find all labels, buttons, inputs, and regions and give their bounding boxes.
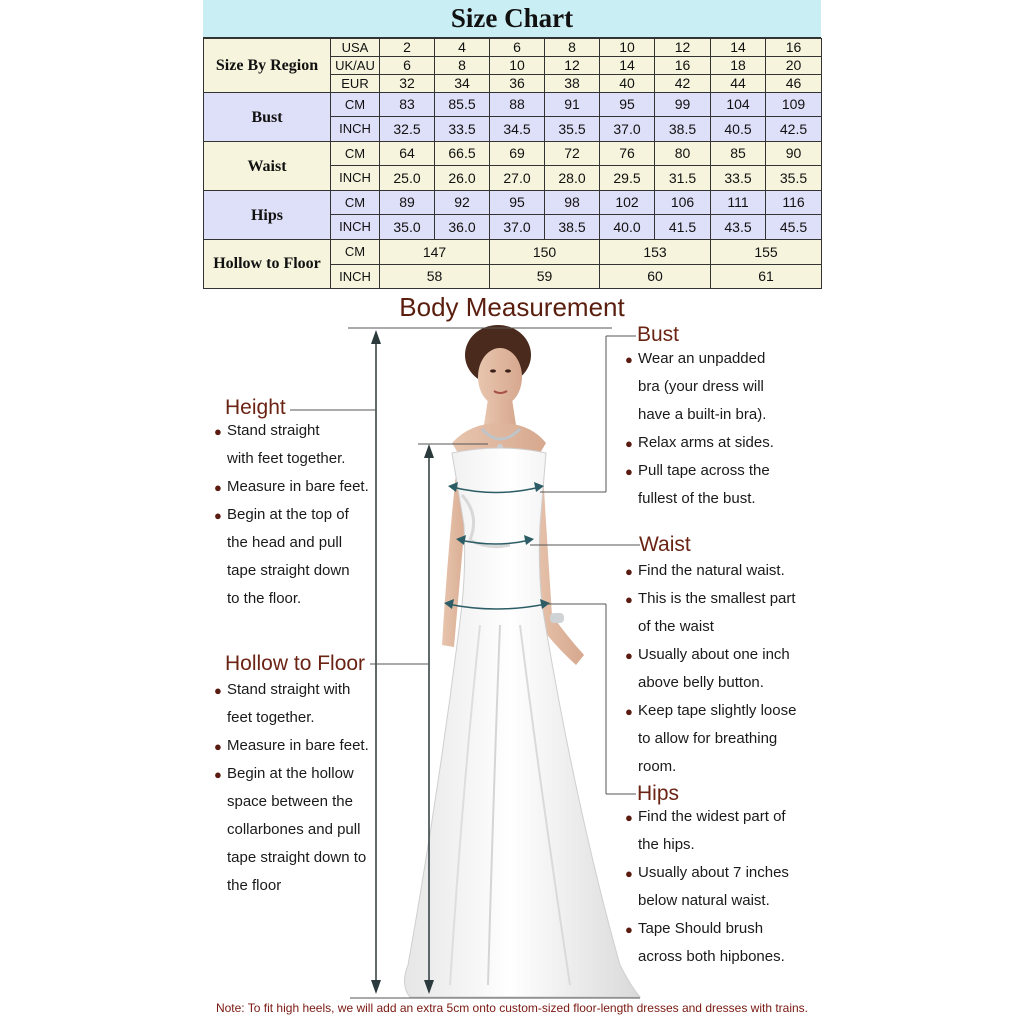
region-eur: EUR: [331, 75, 380, 93]
table-cell: 147: [380, 240, 490, 265]
list-item: [625, 803, 789, 859]
list-text: Relax arms at sides.: [638, 434, 774, 451]
table-row: [204, 240, 822, 265]
table-cell: 28.0: [545, 166, 600, 191]
list-text: with feet together.: [227, 450, 346, 467]
table-cell: 37.0: [600, 117, 655, 142]
list-text: This is the smallest part: [638, 590, 796, 607]
list-text: Measure in bare feet.: [227, 478, 369, 495]
table-cell: 46: [766, 75, 822, 93]
list-text: across both hipbones.: [638, 948, 785, 965]
list-text: Wear an unpadded: [638, 350, 766, 367]
list-text: Measure in bare feet.: [227, 737, 369, 754]
table-cell: 10: [600, 39, 655, 57]
table-cell: 58: [380, 265, 490, 289]
list-text: Begin at the hollow: [227, 765, 354, 782]
table-cell: 95: [600, 93, 655, 117]
table-cell: 42: [655, 75, 711, 93]
table-cell: 26.0: [435, 166, 490, 191]
bullet-icon: ●: [625, 592, 633, 607]
bullet-icon: ●: [625, 648, 633, 663]
list-item: [625, 585, 796, 641]
bullet-icon: ●: [214, 508, 222, 523]
list-item: [625, 859, 789, 915]
table-cell: 92: [435, 191, 490, 215]
height-list: [214, 417, 369, 613]
table-cell: 37.0: [490, 215, 545, 240]
unit-label: INCH: [331, 117, 380, 142]
list-text: feet together.: [227, 709, 315, 726]
table-cell: 83: [380, 93, 435, 117]
table-row: [204, 142, 822, 166]
region-usa: USA: [331, 39, 380, 57]
table-cell: 6: [380, 57, 435, 75]
list-text: collarbones and pull: [227, 821, 361, 838]
bullet-icon: ●: [625, 704, 633, 719]
hips-label: Hips: [204, 191, 331, 240]
table-cell: 18: [711, 57, 766, 75]
table-cell: 36: [490, 75, 545, 93]
bust-label: Bust: [204, 93, 331, 142]
table-cell: 116: [766, 191, 822, 215]
list-text: above belly button.: [638, 674, 764, 691]
table-cell: 90: [766, 142, 822, 166]
table-cell: 6: [490, 39, 545, 57]
table-cell: 35.5: [545, 117, 600, 142]
list-text: to the floor.: [227, 590, 302, 607]
table-cell: 33.5: [435, 117, 490, 142]
table-cell: 104: [711, 93, 766, 117]
list-item: [625, 641, 796, 697]
table-cell: 8: [435, 57, 490, 75]
table-cell: 38.5: [545, 215, 600, 240]
list-text: Pull tape across the: [638, 462, 770, 479]
table-cell: 76: [600, 142, 655, 166]
bullet-icon: ●: [625, 810, 633, 825]
list-text: the hips.: [638, 836, 695, 853]
unit-label: CM: [331, 191, 380, 215]
unit-label: INCH: [331, 215, 380, 240]
table-cell: 95: [490, 191, 545, 215]
table-cell: 85: [711, 142, 766, 166]
table-cell: 106: [655, 191, 711, 215]
table-cell: 16: [766, 39, 822, 57]
footer-note: Note: To fit high heels, we will add an extra 5cm onto custom-sized floor-length dresses and dresses with trains.: [215, 1001, 809, 1015]
list-item: [214, 676, 369, 732]
list-text: room.: [638, 758, 677, 775]
hollow-heading: Hollow to Floor: [225, 652, 366, 675]
bust-list: [625, 345, 774, 513]
list-text: Stand straight: [227, 422, 320, 439]
table-cell: 8: [545, 39, 600, 57]
table-cell: 32: [380, 75, 435, 93]
table-cell: 85.5: [435, 93, 490, 117]
table-cell: 64: [380, 142, 435, 166]
table-cell: 44: [711, 75, 766, 93]
table-cell: 27.0: [490, 166, 545, 191]
table-cell: 32.5: [380, 117, 435, 142]
list-text: Keep tape slightly loose: [638, 702, 797, 719]
list-text: below natural waist.: [638, 892, 770, 909]
waist-label: Waist: [204, 142, 331, 191]
list-text: Usually about one inch: [638, 646, 790, 663]
unit-label: INCH: [331, 166, 380, 191]
waist-list: [625, 557, 796, 781]
unit-label: CM: [331, 240, 380, 265]
table-cell: 72: [545, 142, 600, 166]
table-cell: 40.0: [600, 215, 655, 240]
table-cell: 59: [490, 265, 600, 289]
list-text: the floor: [227, 877, 282, 894]
list-text: tape straight down to: [227, 849, 367, 866]
list-text: have a built-in bra).: [638, 406, 767, 423]
table-cell: 150: [490, 240, 600, 265]
list-item: [625, 557, 796, 585]
table-cell: 36.0: [435, 215, 490, 240]
table-cell: 155: [711, 240, 822, 265]
table-cell: 61: [711, 265, 822, 289]
hips-heading: Hips: [637, 782, 680, 805]
list-item: [625, 345, 774, 429]
list-item: [625, 915, 789, 971]
table-cell: 14: [711, 39, 766, 57]
bullet-icon: ●: [625, 352, 633, 367]
height-heading: Height: [225, 396, 286, 419]
table-row: [204, 93, 822, 117]
list-text: Find the widest part of: [638, 808, 786, 825]
table-row: [204, 191, 822, 215]
body-measurement-title: Body Measurement: [399, 292, 625, 322]
table-cell: 38: [545, 75, 600, 93]
bullet-icon: ●: [214, 767, 222, 782]
table-cell: 34.5: [490, 117, 545, 142]
list-item: [214, 417, 369, 473]
table-cell: 38.5: [655, 117, 711, 142]
table-cell: 91: [545, 93, 600, 117]
size-chart: [203, 0, 821, 289]
bust-heading: Bust: [637, 323, 680, 346]
bullet-icon: ●: [214, 683, 222, 698]
list-text: space between the: [227, 793, 353, 810]
hips-list: [625, 803, 789, 971]
list-text: to allow for breathing: [638, 730, 778, 747]
table-cell: 80: [655, 142, 711, 166]
bullet-icon: ●: [625, 464, 633, 479]
table-cell: 10: [490, 57, 545, 75]
bullet-icon: ●: [625, 866, 633, 881]
list-item: [625, 697, 796, 781]
waist-heading: Waist: [639, 533, 691, 556]
list-item: [214, 501, 369, 613]
bullet-icon: ●: [214, 480, 222, 495]
list-text: Usually about 7 inches: [638, 864, 789, 881]
size-chart-title: Size Chart: [203, 0, 821, 38]
table-cell: 66.5: [435, 142, 490, 166]
list-text: bra (your dress will: [638, 378, 764, 395]
table-cell: 109: [766, 93, 822, 117]
table-cell: 40.5: [711, 117, 766, 142]
bullet-icon: ●: [214, 739, 222, 754]
list-text: Begin at the top of: [227, 506, 349, 523]
hollow-list: [214, 676, 369, 900]
table-row: [204, 39, 822, 57]
table-cell: 89: [380, 191, 435, 215]
table-cell: 102: [600, 191, 655, 215]
table-cell: 20: [766, 57, 822, 75]
table-cell: 45.5: [766, 215, 822, 240]
unit-label: CM: [331, 142, 380, 166]
list-item: [625, 457, 774, 513]
table-cell: 16: [655, 57, 711, 75]
list-item: [214, 732, 369, 760]
table-cell: 14: [600, 57, 655, 75]
table-cell: 29.5: [600, 166, 655, 191]
dress-model-figure: [370, 325, 660, 1005]
list-text: tape straight down: [227, 562, 350, 579]
table-cell: 153: [600, 240, 711, 265]
table-cell: 99: [655, 93, 711, 117]
table-cell: 42.5: [766, 117, 822, 142]
table-cell: 41.5: [655, 215, 711, 240]
table-cell: 31.5: [655, 166, 711, 191]
table-cell: 60: [600, 265, 711, 289]
table-cell: 2: [380, 39, 435, 57]
region-ukau: UK/AU: [331, 57, 380, 75]
bullet-icon: ●: [214, 424, 222, 439]
unit-label: INCH: [331, 265, 380, 289]
list-text: of the waist: [638, 618, 714, 635]
list-item: [214, 760, 369, 900]
region-label: Size By Region: [204, 39, 331, 93]
bullet-icon: ●: [625, 564, 633, 579]
table-cell: 98: [545, 191, 600, 215]
list-item: [214, 473, 369, 501]
table-cell: 12: [545, 57, 600, 75]
bullet-icon: ●: [625, 922, 633, 937]
list-text: Tape Should brush: [638, 920, 764, 937]
table-cell: 35.0: [380, 215, 435, 240]
table-cell: 35.5: [766, 166, 822, 191]
list-item: [625, 429, 774, 457]
table-cell: 4: [435, 39, 490, 57]
table-cell: 33.5: [711, 166, 766, 191]
list-text: Stand straight with: [227, 681, 351, 698]
bullet-icon: ●: [625, 436, 633, 451]
table-cell: 43.5: [711, 215, 766, 240]
unit-label: CM: [331, 93, 380, 117]
table-cell: 111: [711, 191, 766, 215]
size-chart-table: [203, 38, 822, 289]
table-cell: 88: [490, 93, 545, 117]
list-text: the head and pull: [227, 534, 343, 551]
list-text: Find the natural waist.: [638, 562, 785, 579]
table-cell: 40: [600, 75, 655, 93]
table-cell: 69: [490, 142, 545, 166]
table-cell: 12: [655, 39, 711, 57]
hollow-label: Hollow to Floor: [204, 240, 331, 289]
table-cell: 25.0: [380, 166, 435, 191]
table-cell: 34: [435, 75, 490, 93]
list-text: fullest of the bust.: [638, 490, 756, 507]
